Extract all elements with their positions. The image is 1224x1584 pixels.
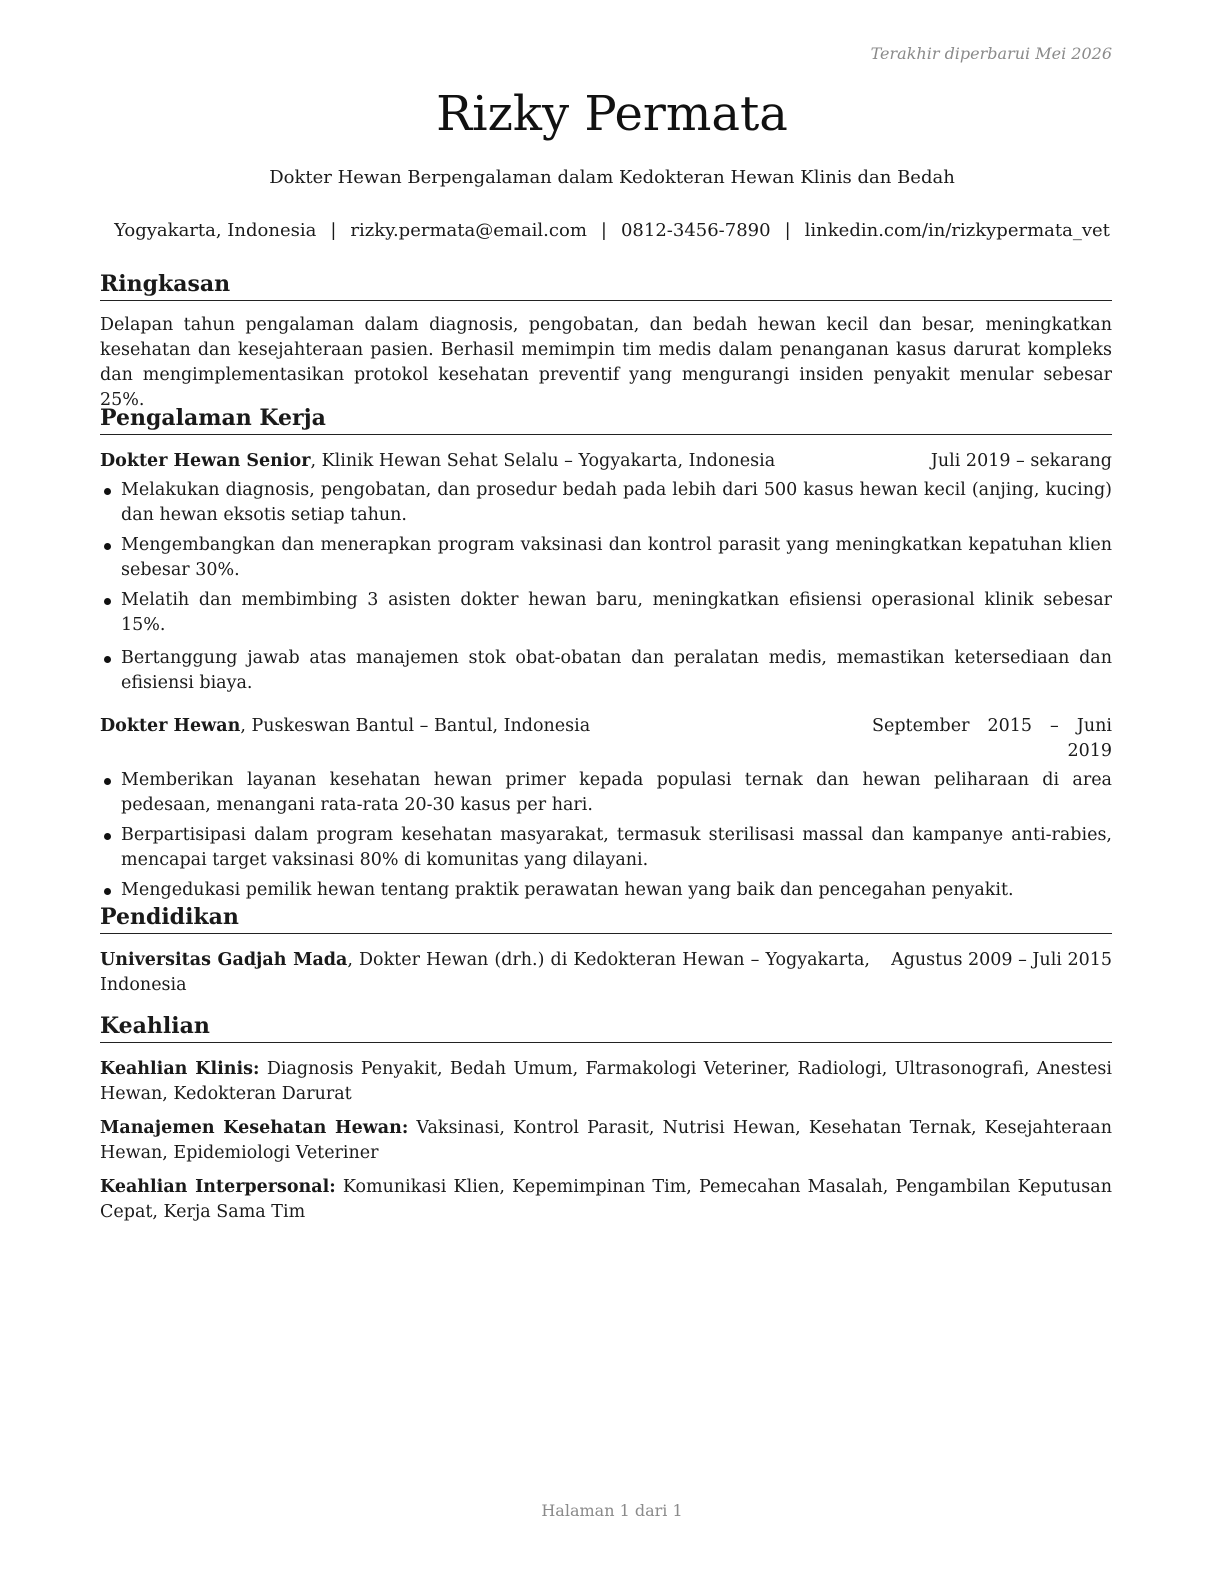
list-item: Melatih dan membimbing 3 asisten dokter hewan baru, meningkatkan efisiensi operasional klinik sebesar 15%. <box>100 588 1112 638</box>
skill-group-label: Keahlian Interpersonal: <box>100 1177 336 1197</box>
list-item: Berpartisipasi dalam program kesehatan masyarakat, termasuk sterilisasi massal dan kampanye anti-rabies, mencapai target vaksinasi 80% di komunitas yang dilayani. <box>100 823 1112 873</box>
contact-separator: | <box>600 220 607 241</box>
job-entry <box>100 701 1112 903</box>
skill-group <box>100 1116 1112 1166</box>
skill-group-items: Komunikasi Klien, Kepemimpinan Tim, Pemecahan Masalah, Pengambilan Keputusan Cepat, Kerja Sama Tim <box>100 1177 1112 1222</box>
job-role: Dokter Hewan <box>100 716 241 736</box>
skill-group-label: Keahlian Klinis: <box>100 1059 260 1079</box>
summary-text: Delapan tahun pengalaman dalam diagnosis, pengobatan, dan bedah hewan kecil dan besar, meningkatkan kesehatan dan kesejahteraan pasien. Berhasil memimpin tim medis dalam penanganan kasus darurat kompleks dan mengimplementasikan protokol kesehatan preventif yang mengurangi insiden penyakit menular sebesar 25%. <box>100 315 1112 410</box>
job-org: , Puskeswan Bantul – Bantul, Indonesia <box>240 716 591 736</box>
skill-group-label: Manajemen Kesehatan Hewan: <box>100 1118 409 1138</box>
section-title-experience: Pengalaman Kerja <box>100 404 1112 435</box>
section-title-skills: Keahlian <box>100 1012 1112 1043</box>
summary-section <box>100 270 1112 413</box>
education-detail: , Dokter Hewan (drh.) di Kedokteran Hewan – Yogyakarta, Indonesia <box>100 950 870 995</box>
education-school: Universitas Gadjah Mada <box>100 950 348 970</box>
section-title-summary: Ringkasan <box>100 270 1112 301</box>
list-item: Memberikan layanan kesehatan hewan primer kepada populasi ternak dan hewan peliharaan di area pedesaan, menangani rata-rata 20-30 kasus per hari. <box>100 768 1112 818</box>
contact-separator: | <box>784 220 791 241</box>
job-dates: Juli 2019 – sekarang <box>930 451 1112 471</box>
skill-group-items: Vaksinasi, Kontrol Parasit, Nutrisi Hewan, Kesehatan Ternak, Kesejahteraan Hewan, Epidemiologi Veteriner <box>100 1118 1112 1163</box>
list-item: Mengembangkan dan menerapkan program vaksinasi dan kontrol parasit yang meningkatkan kepatuhan klien sebesar 30%. <box>100 533 1112 583</box>
contact-separator: | <box>330 220 337 241</box>
candidate-tagline: Dokter Hewan Berpengalaman dalam Kedokteran Hewan Klinis dan Bedah <box>269 167 955 188</box>
list-item: Mengedukasi pemilik hewan tentang praktik perawatan hewan yang baik dan pencegahan penyakit. <box>100 878 1112 903</box>
education-entry <box>100 934 1112 998</box>
contact-linkedin[interactable]: linkedin.com/in/rizkypermata_vet <box>804 220 1110 241</box>
list-item: Melakukan diagnosis, pengobatan, dan prosedur bedah pada lebih dari 500 kasus hewan kecil (anjing, kucing) dan hewan eksotis setiap tahun. <box>100 478 1112 528</box>
skills-section <box>100 1012 1112 1234</box>
contact-line <box>0 220 1224 241</box>
skill-group <box>100 1175 1112 1225</box>
job-bullets <box>100 478 1112 696</box>
job-header <box>100 714 1112 764</box>
job-org: , Klinik Hewan Sehat Selalu – Yogyakarta, Indonesia <box>310 451 776 471</box>
education-section <box>100 903 1112 998</box>
job-header <box>100 449 1112 474</box>
job-bullets <box>100 768 1112 903</box>
list-item: Bertanggung jawab atas manajemen stok obat-obatan dan peralatan medis, memastikan ketersediaan dan efisiensi biaya. <box>100 646 1112 696</box>
job-role: Dokter Hewan Senior <box>100 451 311 471</box>
skill-group <box>100 1057 1112 1107</box>
skill-group-items: Diagnosis Penyakit, Bedah Umum, Farmakologi Veteriner, Radiologi, Ultrasonografi, Anestesi Hewan, Kedokteran Darurat <box>100 1059 1112 1104</box>
contact-location: Yogyakarta, Indonesia <box>114 220 317 241</box>
contact-email[interactable]: rizky.permata@email.com <box>350 220 587 241</box>
job-dates: September 2015 – Juni 2019 <box>872 716 1112 761</box>
candidate-name: Rizky Permata <box>436 86 788 142</box>
education-dates: Agustus 2009 – Juli 2015 <box>891 950 1112 970</box>
job-entry <box>100 435 1112 696</box>
contact-phone: 0812-3456-7890 <box>620 220 771 241</box>
experience-section <box>100 404 1112 908</box>
page-number: Halaman 1 dari 1 <box>541 1501 683 1520</box>
section-title-education: Pendidikan <box>100 903 1112 934</box>
last-updated-note: Terakhir diperbarui Mei 2026 <box>870 44 1112 63</box>
